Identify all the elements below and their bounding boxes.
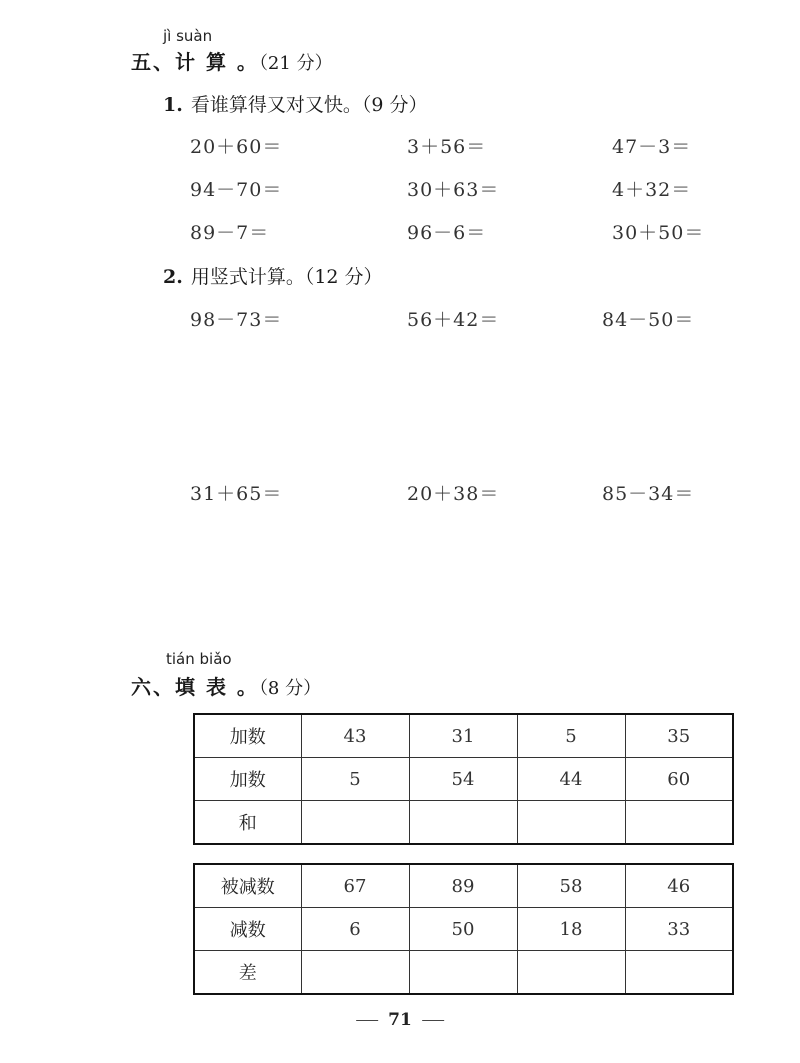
part2-heading	[163, 262, 383, 289]
page-number: 71	[388, 1010, 412, 1030]
equation: 56＋42＝	[407, 309, 500, 331]
footer-dash-left	[356, 1020, 378, 1021]
table-cell-header: 减数	[194, 908, 301, 951]
section6-pinyin: tián biǎo	[166, 650, 232, 668]
equation: 4＋32＝	[612, 179, 692, 201]
section5-points: （21 分）	[258, 53, 333, 74]
table-row	[194, 951, 733, 995]
equation: 47－3＝	[612, 136, 692, 158]
table-cell: 89	[409, 864, 517, 908]
equation: 30＋50＝	[612, 222, 705, 244]
section5-pinyin: jì suàn	[163, 27, 213, 45]
equation: 3＋56＝	[407, 136, 487, 158]
addition-table	[193, 713, 734, 845]
equation: 89－7＝	[190, 222, 270, 244]
table-cell: 31	[409, 714, 517, 758]
table-cell: 33	[625, 908, 733, 951]
section6-points: （8 分）	[258, 678, 322, 699]
equation: 30＋63＝	[407, 179, 500, 201]
table-cell-header: 被减数	[194, 864, 301, 908]
footer-dash-right	[422, 1020, 444, 1021]
equation: 20＋38＝	[407, 483, 500, 505]
table-cell: 5	[301, 758, 409, 801]
equation: 96－6＝	[407, 222, 487, 244]
table-row	[194, 864, 733, 908]
part2-title: 用竖式计算。（12 分）	[190, 266, 383, 288]
table-row	[194, 801, 733, 845]
equation: 85－34＝	[602, 483, 695, 505]
part2-number: 2.	[163, 266, 183, 288]
equation: 31＋65＝	[190, 483, 283, 505]
table-cell: 6	[301, 908, 409, 951]
section6-title	[131, 671, 321, 700]
answer-cell[interactable]	[301, 801, 409, 845]
table-row	[194, 908, 733, 951]
table-cell: 60	[625, 758, 733, 801]
table-cell: 46	[625, 864, 733, 908]
equation: 20＋60＝	[190, 136, 283, 158]
table-cell: 35	[625, 714, 733, 758]
subtraction-table	[193, 863, 734, 995]
table-cell-header: 差	[194, 951, 301, 995]
equation: 98－73＝	[190, 309, 283, 331]
answer-cell[interactable]	[409, 801, 517, 845]
answer-cell[interactable]	[409, 951, 517, 995]
table-cell: 5	[517, 714, 625, 758]
section5-title-text: 五、计 算 。	[131, 50, 259, 74]
answer-cell[interactable]	[301, 951, 409, 995]
part1-heading	[163, 90, 427, 117]
answer-cell[interactable]	[517, 801, 625, 845]
part1-title: 看谁算得又对又快。（9 分）	[190, 94, 428, 116]
table-row	[194, 714, 733, 758]
table-cell: 44	[517, 758, 625, 801]
table-cell: 50	[409, 908, 517, 951]
table-cell: 43	[301, 714, 409, 758]
table-cell: 67	[301, 864, 409, 908]
page-footer	[346, 1010, 454, 1030]
answer-cell[interactable]	[625, 951, 733, 995]
section5-title	[131, 46, 333, 75]
table-cell: 54	[409, 758, 517, 801]
table-cell: 18	[517, 908, 625, 951]
answer-cell[interactable]	[517, 951, 625, 995]
table-cell: 58	[517, 864, 625, 908]
table-cell-header: 和	[194, 801, 301, 845]
table-row	[194, 758, 733, 801]
table-cell-header: 加数	[194, 714, 301, 758]
answer-cell[interactable]	[625, 801, 733, 845]
section6-title-text: 六、填 表 。	[131, 675, 259, 699]
part1-number: 1.	[163, 94, 183, 116]
equation: 94－70＝	[190, 179, 283, 201]
equation: 84－50＝	[602, 309, 695, 331]
table-cell-header: 加数	[194, 758, 301, 801]
